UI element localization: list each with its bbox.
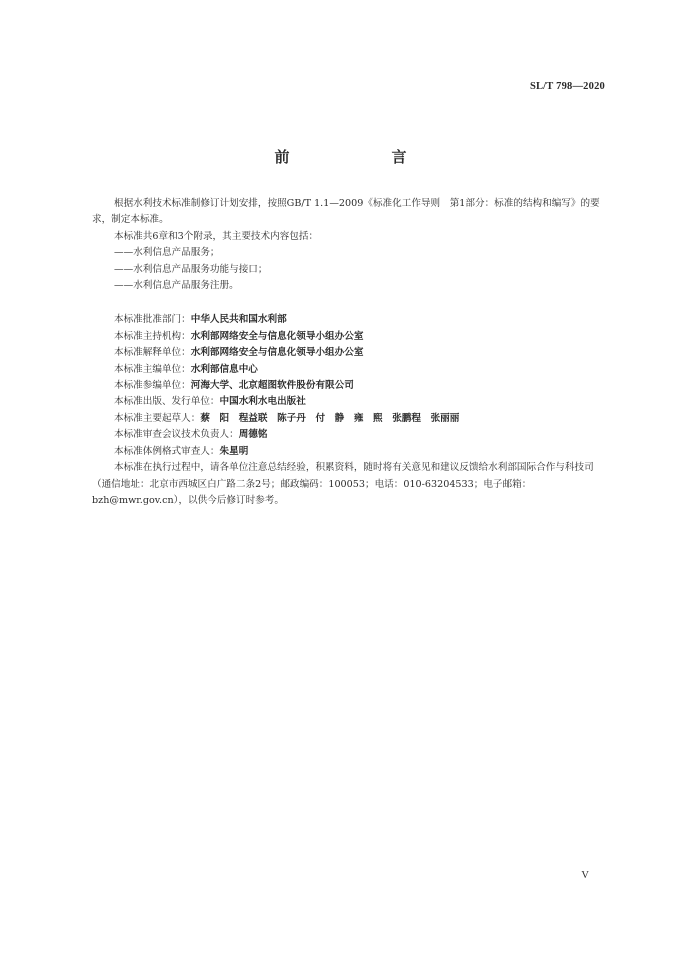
credit-label: 本标准参编单位： [114, 380, 191, 392]
credit-line-chief-editor [92, 362, 606, 378]
credit-line-format-reviewer [92, 444, 606, 460]
credit-line-approving-department [92, 312, 606, 328]
credit-value: 水利部信息中心 [190, 363, 258, 375]
document-body [92, 196, 606, 509]
credit-label: 本标准审查会议技术负责人： [114, 429, 239, 441]
credit-label: 本标准解释单位： [114, 347, 191, 359]
credit-label: 本标准体例格式审查人： [114, 445, 220, 457]
credit-label: 本标准主持机构： [114, 330, 191, 342]
credit-value: 水利部网络安全与信息化领导小组办公室 [190, 330, 364, 342]
credit-line-presiding-agency [92, 329, 606, 345]
closing-paragraph: 本标准在执行过程中，请各单位注意总结经验，积累资料，随时将有关意见和建议反馈给水利部国际合作与科技司（通信地址：北京市西城区白广路二条2号；邮政编码：100053；电话：010-63204533；电子邮箱：bzh@mwr.gov.cn），以供今后修订时参考。 [92, 462, 594, 506]
credit-line-participating-units [92, 378, 606, 394]
credit-line-drafters [92, 411, 606, 427]
content-item: ——水利信息产品服务注册。 [114, 280, 239, 292]
credit-line-interpreting-unit [92, 345, 606, 361]
credit-line-publisher [92, 394, 606, 410]
content-item: ——水利信息产品服务功能与接口； [114, 263, 268, 275]
credit-value: 周德铭 [238, 429, 268, 441]
credit-value: 水利部网络安全与信息化领导小组办公室 [190, 347, 364, 359]
credit-value: 中华人民共和国水利部 [190, 314, 287, 326]
page-title: 前 言 [274, 148, 431, 166]
credit-value: 河海大学、北京超图软件股份有限公司 [190, 380, 354, 392]
credit-value: 蔡 阳 程益联 陈子丹 付 静 雍 熙 张鹏程 张丽丽 [200, 412, 460, 424]
credit-label: 本标准主要起草人： [114, 412, 201, 424]
credit-label: 本标准主编单位： [114, 363, 191, 375]
credit-value: 中国水利水电出版社 [219, 396, 306, 408]
page-number: V [581, 870, 589, 881]
credit-label: 本标准出版、发行单位： [114, 396, 220, 408]
standard-code: SL/T 798—2020 [529, 81, 605, 92]
credit-label: 本标准批准部门： [114, 314, 191, 326]
credit-line-review-lead [92, 427, 606, 443]
intro-paragraph: 根据水利技术标准制修订计划安排，按照GB/T 1.1—2009《标准化工作导则 第1部分：标准的结构和编写》的要求，制定本标准。 [92, 198, 600, 226]
content-item: ——水利信息产品服务； [114, 247, 220, 259]
content-intro: 本标准共6章和3个附录，其主要技术内容包括： [114, 230, 319, 242]
credit-value: 朱星明 [219, 445, 249, 457]
